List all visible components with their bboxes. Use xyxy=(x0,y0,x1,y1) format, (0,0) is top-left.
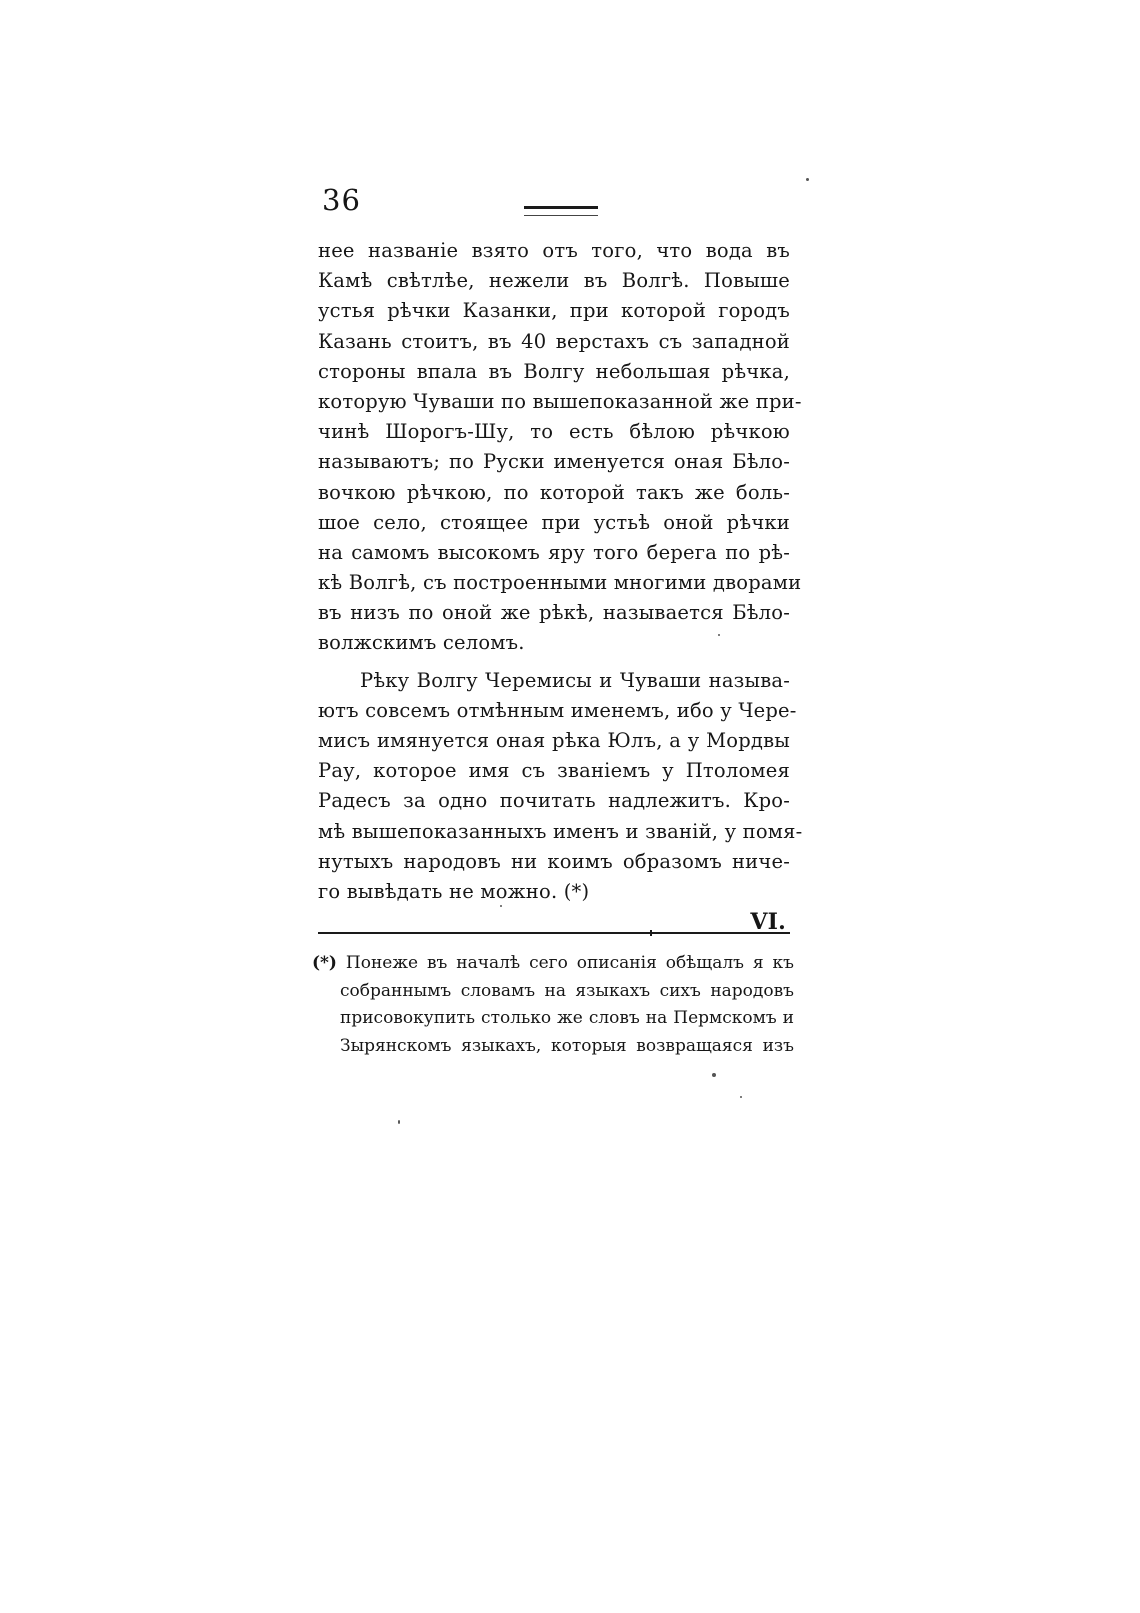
footnote-rule xyxy=(318,932,790,934)
text-line: Камѣ свѣтлѣе, нежели въ Волгѣ. Повыше xyxy=(318,269,790,293)
paragraph-gap xyxy=(318,659,790,666)
text-line: устья рѣчки Казанки, при которой городъ xyxy=(318,299,790,323)
text-line: мисъ имянуется оная рѣка Юлъ, а у Мордвы xyxy=(318,729,790,752)
text-line: которую Чуваши по вышепоказанной же при- xyxy=(318,389,802,413)
header-ornament-rule xyxy=(524,206,598,216)
footnote-line-text: Понеже въ началѣ сего описанія обѣщалъ я къ xyxy=(345,953,794,973)
scan-speck xyxy=(806,178,809,181)
text-line: кѣ Волгѣ, съ построенными многими дворами xyxy=(318,571,802,595)
text-line: Радесъ за одно почитать надлежитъ. Кро- xyxy=(318,789,790,813)
footnote-line xyxy=(312,950,794,978)
text-line: называютъ; по Руски именуется оная Бѣло- xyxy=(318,450,790,474)
text-line: нутыхъ народовъ ни коимъ образомъ ниче- xyxy=(318,849,790,873)
footnote-line: Зырянскомъ языкахъ, которыя возвращаяся изъ xyxy=(340,1035,794,1056)
scan-speck xyxy=(398,1120,400,1124)
footnote-line: присовокупить столько же словъ на Пермскомъ и xyxy=(340,1008,794,1028)
text-line: волжскимъ селомъ. xyxy=(318,631,525,655)
text-line: ютъ совсемъ отмѣнным именемъ, ибо у Чере- xyxy=(318,698,797,722)
text-line: Казань стоитъ, въ 40 верстахъ съ западной xyxy=(318,329,790,353)
text-line: шое село, стоящее при устьѣ оной рѣчки xyxy=(318,510,790,534)
footnote-line: собраннымъ словамъ на языкахъ сихъ народовъ xyxy=(340,980,794,1001)
text-line: Рѣку Волгу Черемисы и Чуваши называ- xyxy=(360,668,790,692)
text-line: го вывѣдать не можно. (*) xyxy=(318,879,590,903)
footnote-marker: (*) xyxy=(312,953,337,973)
main-text-block xyxy=(318,236,803,937)
catchword: VI. xyxy=(750,909,786,936)
page-number: 36 xyxy=(322,183,361,217)
scan-speck xyxy=(718,634,720,636)
text-line: на самомъ высокомъ яру того берега по рѣ- xyxy=(318,540,790,564)
text-line: Рау, которое имя съ званіемъ у Птоломея xyxy=(318,759,790,783)
scan-speck xyxy=(712,1073,716,1077)
text-line: мѣ вышепоказанныхъ именъ и званій, у помя- xyxy=(318,819,803,843)
scan-speck xyxy=(500,905,502,907)
text-line: стороны впала въ Волгу небольшая рѣчка, xyxy=(318,359,790,383)
text-line: нее названіе взято отъ того, что вода въ xyxy=(318,239,790,262)
scan-speck xyxy=(740,1096,742,1098)
text-line: чинѣ Шорогъ-Шу, то есть бѣлою рѣчкою xyxy=(318,420,790,444)
text-line: въ низъ по оной же рѣкѣ, называется Бѣло- xyxy=(318,601,790,625)
footnote-block xyxy=(312,950,794,1060)
text-line: вочкою рѣчкою, по которой такъ же боль- xyxy=(318,480,790,504)
